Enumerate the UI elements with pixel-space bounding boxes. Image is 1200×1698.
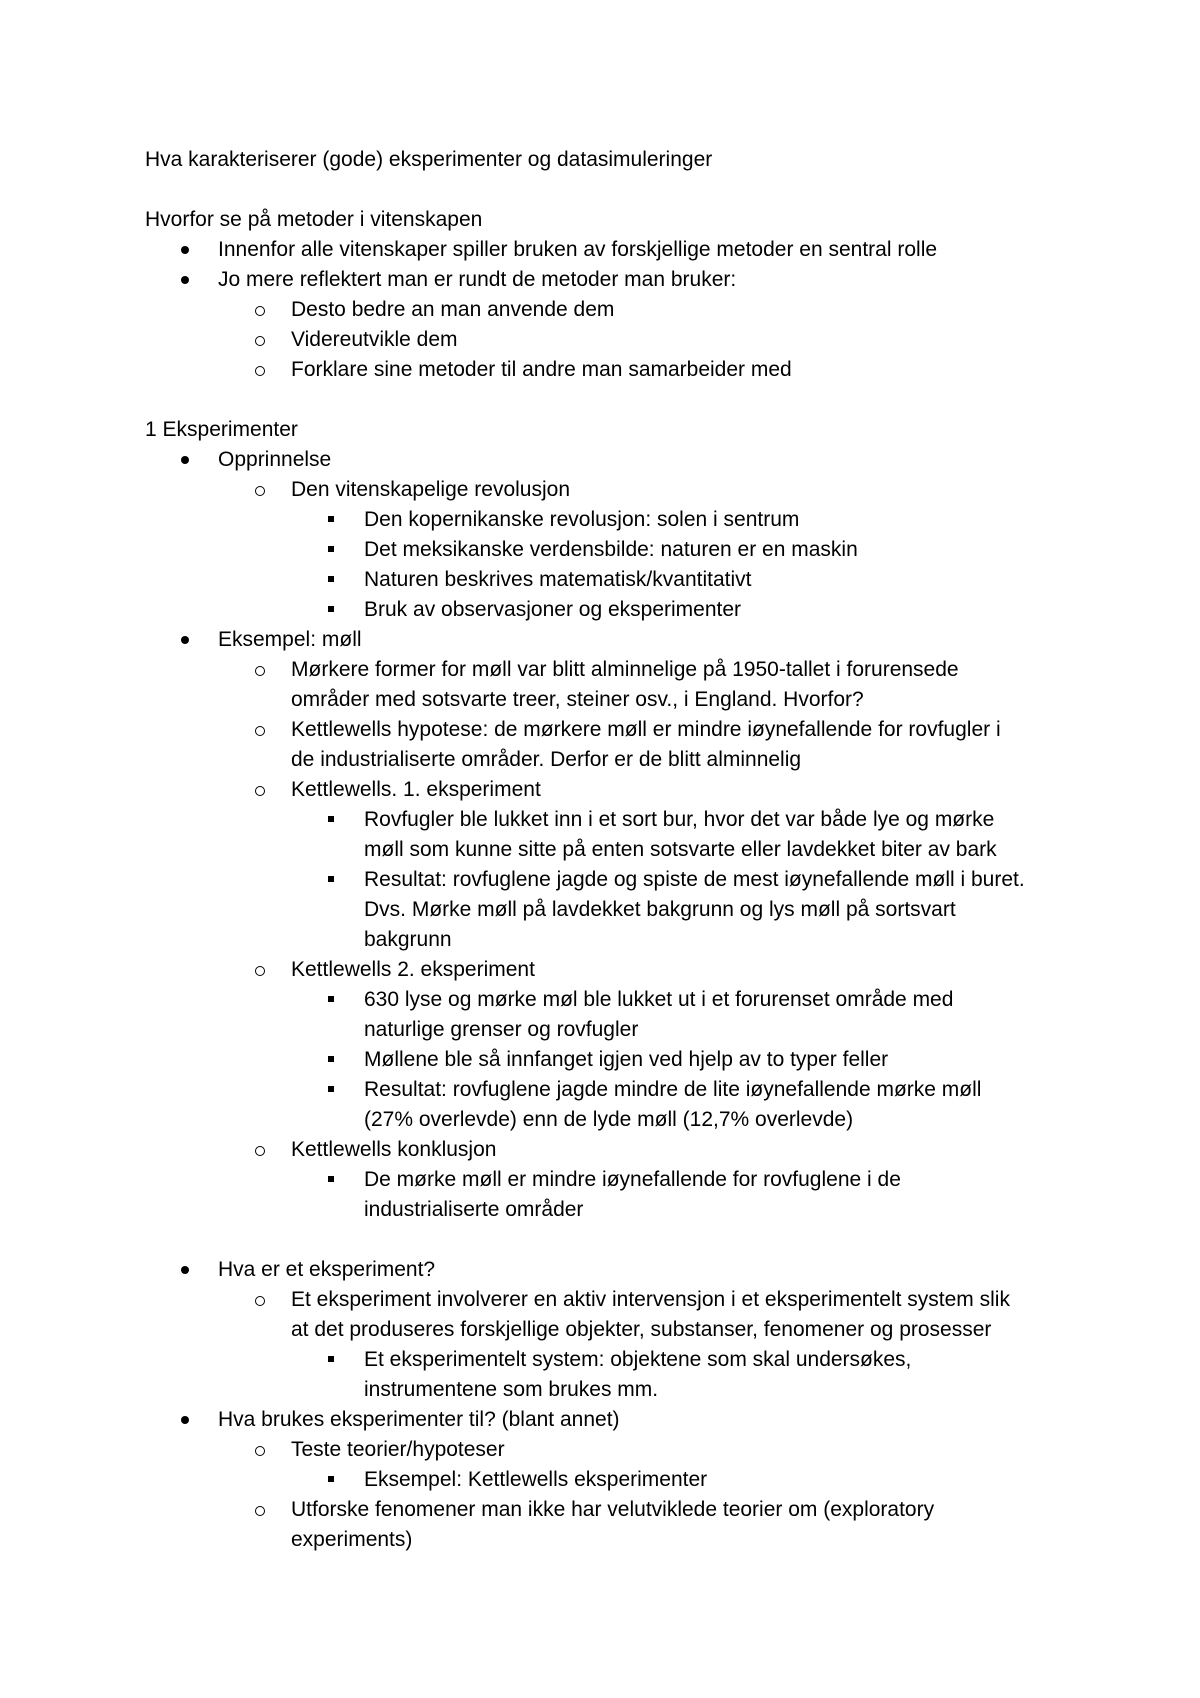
list-item-text: Et eksperimentelt system: objektene som skal undersøkes, [364, 1348, 912, 1371]
circle-bullet-icon [255, 366, 265, 376]
square-bullet-icon [328, 1356, 334, 1362]
list-item-text: Opprinnelse [218, 448, 332, 471]
list-item [145, 625, 1080, 655]
list-item-text: Resultat: rovfuglene jagde mindre de lite iøynefallende mørke møll [364, 1078, 982, 1101]
list-item-text: experiments) [291, 1528, 413, 1551]
list-item [145, 505, 1080, 535]
circle-bullet-icon [255, 666, 265, 676]
list-item [145, 235, 1080, 265]
list-item [145, 865, 1080, 955]
list-item [145, 1495, 1080, 1555]
list-item-text: de industrialiserte områder. Derfor er de blitt alminnelig [291, 748, 802, 771]
list-item-text: (27% overlevde) enn de lyde møll (12,7% overlevde) [364, 1108, 854, 1131]
bullet-list [145, 445, 1080, 1225]
list-item-text: naturlige grenser og rovfugler [364, 1018, 639, 1041]
spacer [145, 1225, 1080, 1255]
section-heading: Hvorfor se på metoder i vitenskapen [145, 208, 483, 231]
list-item [145, 595, 1080, 625]
list-item-text: Et eksperiment involverer en aktiv intervensjon i et eksperimentelt system slik [291, 1288, 1010, 1311]
list-item-text: Rovfugler ble lukket inn i et sort bur, hvor det var både lye og mørke [364, 808, 995, 831]
bullet-list [145, 1255, 1080, 1555]
circle-bullet-icon [255, 1146, 265, 1156]
list-item [145, 985, 1080, 1045]
list-item-text: instrumentene som brukes mm. [364, 1378, 659, 1401]
list-item-text: Naturen beskrives matematisk/kvantitativt [364, 568, 752, 591]
list-item [145, 655, 1080, 715]
list-item [145, 1405, 1080, 1435]
list-item-text: Hva brukes eksperimenter til? (blant annet) [218, 1408, 620, 1431]
bullet-icon [181, 1416, 189, 1424]
list-item [145, 265, 1080, 295]
list-item-text: Forklare sine metoder til andre man samarbeider med [291, 358, 792, 381]
circle-bullet-icon [255, 966, 265, 976]
list-item-text: Den vitenskapelige revolusjon [291, 478, 570, 501]
list-item-text: Mørkere former for møll var blitt alminnelige på 1950-tallet i forurensede [291, 658, 959, 681]
list-item [145, 1285, 1080, 1345]
list-item [145, 1435, 1080, 1465]
list-item-text: Kettlewells hypotese: de mørkere møll er mindre iøynefallende for rovfugler i [291, 718, 1001, 741]
square-bullet-icon [328, 576, 334, 582]
list-item-text: Utforske fenomener man ikke har velutviklede teorier om (exploratory [291, 1498, 935, 1521]
list-item [145, 1345, 1080, 1405]
list-item-text: Resultat: rovfuglene jagde og spiste de mest iøynefallende møll i buret. [364, 868, 1025, 891]
circle-bullet-icon [255, 726, 265, 736]
list-item [145, 1465, 1080, 1495]
list-item [145, 295, 1080, 325]
list-item [145, 805, 1080, 865]
list-item-text: Kettlewells konklusjon [291, 1138, 497, 1161]
square-bullet-icon [328, 546, 334, 552]
circle-bullet-icon [255, 786, 265, 796]
bullet-icon [181, 246, 189, 254]
list-item [145, 565, 1080, 595]
list-item-text: Desto bedre an man anvende dem [291, 298, 615, 321]
list-item-text: Kettlewells 2. eksperiment [291, 958, 535, 981]
list-item-text: Eksempel: Kettlewells eksperimenter [364, 1468, 708, 1491]
spacer [145, 385, 1080, 415]
list-item-text: Jo mere reflektert man er rundt de metoder man bruker: [218, 268, 737, 291]
square-bullet-icon [328, 876, 334, 882]
list-item-text: Den kopernikanske revolusjon: solen i sentrum [364, 508, 800, 531]
list-item [145, 1075, 1080, 1135]
list-item [145, 715, 1080, 775]
list-item-text: Hva er et eksperiment? [218, 1258, 436, 1281]
spacer [145, 175, 1080, 205]
square-bullet-icon [328, 606, 334, 612]
bullet-icon [181, 276, 189, 284]
list-item-text: Videreutvikle dem [291, 328, 458, 351]
list-item-text: Møllene ble så innfanget igjen ved hjelp av to typer feller [364, 1048, 889, 1071]
list-item-text: Teste teorier/hypoteser [291, 1438, 505, 1461]
list-item [145, 955, 1080, 985]
square-bullet-icon [328, 996, 334, 1002]
list-item-text: Bruk av observasjoner og eksperimenter [364, 598, 742, 621]
bullet-icon [181, 636, 189, 644]
list-item-text: Kettlewells. 1. eksperiment [291, 778, 541, 801]
document-title: Hva karakteriserer (gode) eksperimenter og datasimuleringer [145, 148, 713, 171]
bullet-icon [181, 456, 189, 464]
list-item [145, 325, 1080, 355]
list-item-text: Eksempel: møll [218, 628, 362, 651]
list-item [145, 1135, 1080, 1165]
bullet-icon [181, 1266, 189, 1274]
list-item [145, 1165, 1080, 1225]
section-heading: 1 Eksperimenter [145, 418, 298, 441]
list-item [145, 445, 1080, 475]
list-item-text: Dvs. Mørke møll på lavdekket bakgrunn og lys møll på sortsvart [364, 898, 956, 921]
list-item-text: områder med sotsvarte treer, steiner osv., i England. Hvorfor? [291, 688, 864, 711]
list-item-text: De mørke møll er mindre iøynefallende for rovfuglene i de [364, 1168, 901, 1191]
document-content [145, 145, 1080, 1555]
square-bullet-icon [328, 516, 334, 522]
list-item [145, 1255, 1080, 1285]
circle-bullet-icon [255, 1296, 265, 1306]
list-item [145, 775, 1080, 805]
square-bullet-icon [328, 1056, 334, 1062]
list-item [145, 535, 1080, 565]
list-item [145, 355, 1080, 385]
list-item-text: bakgrunn [364, 928, 452, 951]
circle-bullet-icon [255, 306, 265, 316]
circle-bullet-icon [255, 336, 265, 346]
square-bullet-icon [328, 1476, 334, 1482]
list-item [145, 1045, 1080, 1075]
circle-bullet-icon [255, 1506, 265, 1516]
list-item-text: 630 lyse og mørke møl ble lukket ut i et forurenset område med [364, 988, 954, 1011]
list-item-text: industrialiserte områder [364, 1198, 584, 1221]
circle-bullet-icon [255, 486, 265, 496]
list-item-text: møll som kunne sitte på enten sotsvarte eller lavdekket biter av bark [364, 838, 997, 861]
square-bullet-icon [328, 1176, 334, 1182]
list-item [145, 475, 1080, 505]
list-item-text: at det produseres forskjellige objekter, substanser, fenomener og prosesser [291, 1318, 992, 1341]
square-bullet-icon [328, 1086, 334, 1092]
list-item-text: Det meksikanske verdensbilde: naturen er en maskin [364, 538, 858, 561]
circle-bullet-icon [255, 1446, 265, 1456]
bullet-list [145, 235, 1080, 385]
square-bullet-icon [328, 816, 334, 822]
list-item-text: Innenfor alle vitenskaper spiller bruken av forskjellige metoder en sentral rolle [218, 238, 938, 261]
